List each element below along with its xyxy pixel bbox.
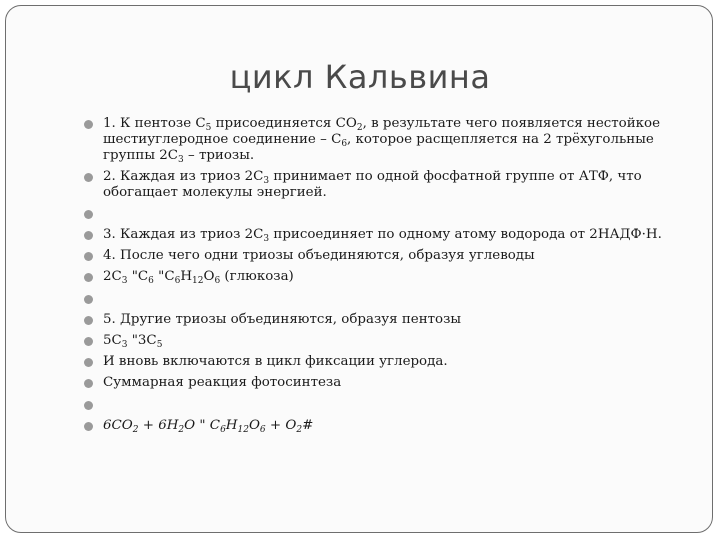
subscript: 6: [214, 276, 221, 286]
text-run: + O: [265, 418, 297, 433]
text-run: "С: [153, 269, 175, 284]
text-run: "С: [127, 269, 149, 284]
list-item-text: [103, 227, 678, 243]
text-run: O " C: [184, 418, 221, 433]
bullet-icon: [84, 337, 93, 346]
bullet-icon: [84, 358, 93, 367]
bullet-icon: [84, 379, 93, 388]
list-item-text: [103, 333, 678, 349]
text-run: 6CO: [103, 418, 133, 433]
subscript: 3: [121, 276, 128, 286]
subscript: 12: [192, 276, 204, 286]
subscript: 2: [296, 425, 303, 435]
subscript: 6: [259, 425, 266, 435]
text-run: H: [225, 418, 238, 433]
subscript: 5: [205, 123, 212, 133]
subscript: 6: [220, 425, 226, 435]
bullet-icon: [84, 231, 93, 240]
text-run: присоединяет по одному атому водорода от 2НАДФ·Н.: [269, 227, 662, 242]
list-item-text: [103, 169, 678, 201]
list-item-text: [103, 248, 678, 264]
list-item-text: [103, 418, 678, 434]
text-run: "3С: [127, 333, 157, 348]
bullet-icon: [84, 173, 93, 182]
list-item-text: [103, 375, 678, 391]
text-run: 3. Каждая из триоз 2С: [103, 227, 264, 242]
subscript: 3: [121, 340, 128, 350]
subscript: 3: [263, 234, 270, 244]
text-run: принимает по одной фосфатной группе от АТФ, что обогащает молекулы энергией.: [103, 169, 642, 200]
text-run: + 6H: [138, 418, 179, 433]
text-run: , в результате чего появляется нестойкое шестиуглеродное соединение – С: [103, 116, 661, 147]
subscript: 2: [178, 425, 185, 435]
bullet-icon: [84, 295, 93, 304]
bullet-icon: [84, 422, 93, 431]
list-item-text: [103, 269, 678, 285]
list-item-text: [103, 354, 678, 370]
text-run: И вновь включаются в цикл фиксации углерода.: [103, 354, 448, 369]
text-run: Н: [180, 269, 192, 284]
list-item-text: [103, 116, 678, 164]
subscript: 6: [174, 276, 181, 286]
text-run: 5. Другие триозы объединяются, образуя пентозы: [103, 312, 462, 327]
subscript: 12: [237, 425, 249, 435]
text-run: 1. К пентозе С: [103, 116, 206, 131]
text-run: – триозы.: [183, 148, 255, 163]
subscript: 2: [132, 425, 139, 435]
text-run: (глюкоза): [220, 269, 294, 284]
bullet-icon: [84, 210, 93, 219]
list-item-text: [103, 312, 678, 328]
text-run: , которое расщепляется на 2 трёхугольные группы 2С: [103, 132, 654, 163]
bullet-icon: [84, 316, 93, 325]
slide-title: цикл Кальвина: [229, 58, 491, 96]
bullet-icon: [84, 401, 93, 410]
bullet-icon: [84, 273, 93, 282]
text-run: 2. Каждая из триоз 2С: [103, 169, 264, 184]
text-run: присоединяется СО: [211, 116, 357, 131]
subscript: 5: [156, 340, 163, 350]
subscript: 3: [263, 176, 270, 186]
text-run: 5С: [103, 333, 122, 348]
subscript: 6: [341, 139, 348, 149]
text-run: Суммарная реакция фотосинтеза: [103, 375, 342, 390]
text-run: O: [248, 418, 260, 433]
subscript: 2: [356, 123, 363, 133]
text-run: О: [203, 269, 215, 284]
text-run: 2С: [103, 269, 122, 284]
bullet-icon: [84, 120, 93, 129]
text-run: 4. После чего одни триозы объединяются, образуя углеводы: [103, 248, 535, 263]
subscript: 6: [148, 276, 154, 286]
bullet-icon: [84, 252, 93, 261]
text-run: #: [302, 418, 314, 433]
subscript: 3: [178, 155, 184, 165]
